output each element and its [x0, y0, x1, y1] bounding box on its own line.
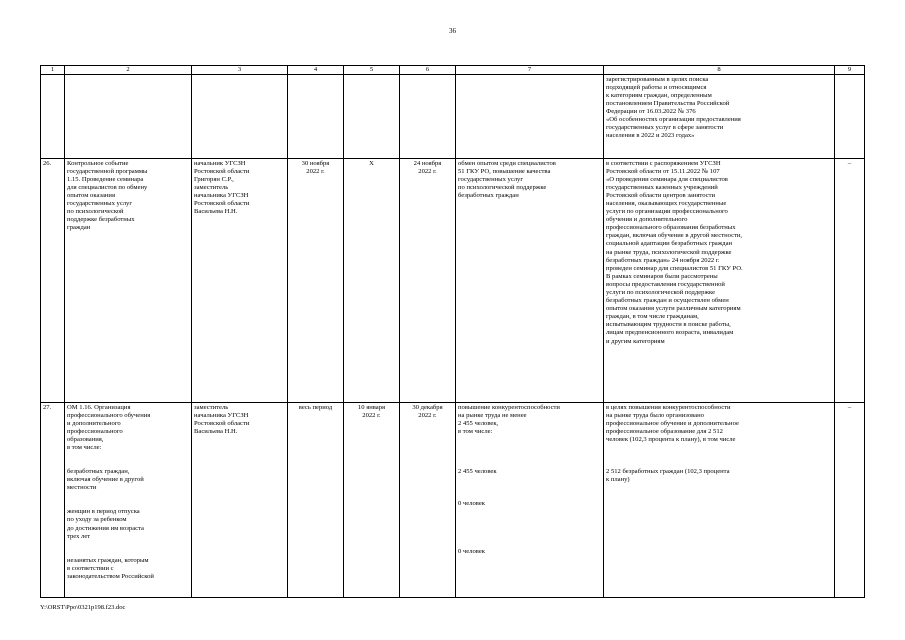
text-line: Федерации от 16.03.2022 № 376 — [606, 107, 696, 115]
event-cell — [65, 159, 192, 403]
start-date-cell: Х — [344, 159, 400, 403]
text-line: 51 ГКУ РО, повышение качества — [458, 167, 551, 175]
column-number: 4 — [288, 66, 344, 75]
text-line: ОМ 1.16. Организация — [67, 403, 131, 411]
text-line: профессиональное обучение и дополнительное — [606, 419, 739, 427]
text-line: государственных казенных учреждений — [606, 183, 718, 191]
column-number: 7 — [456, 66, 604, 75]
text-line: безработных граждан, — [67, 468, 130, 476]
text-line: Ростовской области — [194, 167, 250, 175]
text-line: государственных услуг в сфере занятости — [606, 124, 724, 132]
text-line: безработных граждан и осуществлен обмен — [606, 297, 729, 305]
text-line: Ростовской области — [194, 419, 250, 427]
text-line: повышение конкурентоспособности — [458, 403, 560, 411]
text-line: 2022 г. — [362, 411, 381, 419]
column-number: 3 — [192, 66, 288, 75]
text-line: государственных услуг — [458, 175, 524, 183]
text-line: профессионального — [67, 427, 123, 435]
text-line: Васильева Н.Н. — [194, 427, 238, 435]
text-line: в целях повышения конкурентоспособности — [606, 403, 731, 411]
text-line: 10 января — [357, 403, 386, 411]
text-line: трех лет — [67, 532, 91, 540]
text-line: 30 декабря — [412, 403, 443, 411]
text-line: 2 455 человек, — [458, 419, 499, 427]
text-line: по уходу за ребенком — [67, 516, 127, 524]
text-line: постановлением Правительства Российской — [606, 99, 730, 107]
text-line: граждан, в том числе гражданам, — [606, 313, 699, 321]
text-line: начальника УГСЗН — [194, 191, 249, 199]
actual-date-cell — [400, 403, 456, 598]
text-line: в соответствии с распоряжением УГСЗН — [606, 159, 721, 167]
text-line: Ростовской области центров занятости — [606, 191, 716, 199]
actual-result-cell — [604, 403, 835, 598]
text-line: и другим категориям — [606, 337, 665, 345]
text-line: государственной программы — [67, 167, 148, 175]
text-line: для специалистов по обмену — [67, 183, 148, 191]
text-line: включая обучение в другой — [67, 476, 144, 484]
expected-result-cell — [456, 159, 604, 403]
text-line: услуги по психологической поддержке — [606, 289, 715, 296]
report-table — [40, 65, 865, 598]
text-line: безработных граждан» 24 ноября 2022 г. — [606, 256, 720, 264]
start-date-cell — [344, 403, 400, 598]
text-line: 2022 г. — [418, 167, 437, 175]
table-row-27 — [41, 403, 865, 598]
text-line: обучения и дополнительного — [606, 216, 688, 224]
text-line: до достижения им возраста — [67, 524, 144, 532]
text-line: безработных граждан — [458, 191, 519, 199]
text-line: 1.15. Проведение семинара — [67, 175, 144, 183]
responsible-cell — [192, 159, 288, 403]
text-line: 2022 г. — [418, 411, 437, 419]
text-line: опытом оказания услуги различным категориям — [606, 305, 741, 313]
text-line: 0 человек — [458, 548, 485, 556]
text-line: Васильева Н.Н. — [194, 208, 238, 216]
column-number: 1 — [41, 66, 65, 75]
column-number: 2 — [65, 66, 192, 75]
text-line: подходящей работы и относящимся — [606, 83, 707, 91]
text-line: 24 ноября — [413, 159, 442, 167]
text-line: 2022 г. — [306, 167, 325, 175]
column-number: 9 — [835, 66, 865, 75]
text-line: в том числе: — [67, 443, 102, 451]
text-line: начальник УГСЗН — [194, 159, 246, 167]
footer-file-path: Y:\ORST\Ppo\0321p198.f23.doc — [40, 604, 126, 611]
text-line: граждан, включая обучение в другой местности, — [606, 232, 743, 240]
text-line: 0 человек — [458, 499, 485, 507]
text-line: социальной адаптации безработных граждан — [606, 240, 733, 248]
text-line: Григорян С.Р., — [194, 175, 234, 183]
text-line: лицам предпенсионного возраста, инвалидам — [606, 329, 734, 337]
text-line: профессиональное образование для 2 512 — [606, 427, 723, 435]
text-line: на рынке труда, психологической поддержке — [606, 248, 732, 256]
text-line: опытом оказания — [67, 191, 115, 199]
text-line: заместитель — [194, 403, 229, 411]
expected-result-cell — [456, 403, 604, 598]
text-line: граждан — [67, 224, 91, 232]
row-number: 27. — [41, 403, 65, 598]
text-line: образования, — [67, 435, 104, 443]
text-line: 2 455 человек — [458, 467, 497, 475]
text-line: «Об особенностях организации предоставления — [606, 115, 741, 123]
text-line: населения, оказывающих государственные — [606, 199, 727, 207]
column-number: 6 — [400, 66, 456, 75]
table-row-continuation — [41, 75, 865, 159]
table-row-26 — [41, 159, 865, 403]
column-number: 5 — [344, 66, 400, 75]
text-line: в том числе: — [458, 427, 493, 435]
column-number: 8 — [604, 66, 835, 75]
text-line: и дополнительного — [67, 419, 121, 427]
actual-date-cell — [400, 159, 456, 403]
text-line: «О проведении семинара для специалистов — [606, 175, 728, 183]
text-line: населения в 2022 и 2023 годах» — [606, 132, 695, 140]
text-line: Ростовской области — [194, 199, 250, 207]
text-line: незанятых граждан, которым — [67, 556, 149, 564]
row-number: 26. — [41, 159, 65, 403]
text-line: поддержке безработных — [67, 216, 135, 224]
text-line: заместитель — [194, 183, 229, 191]
text-line: вопросы предоставления государственной — [606, 280, 725, 288]
text-line: к категориям граждан, определенным — [606, 91, 712, 99]
text-line: услуги по организации профессионального — [606, 208, 728, 216]
text-line: по психологической — [67, 208, 124, 216]
text-line: законодательством Российской — [67, 572, 154, 580]
event-cell — [65, 403, 192, 598]
text-line: человек (102,3 процента к плану), в том числе — [606, 435, 736, 443]
text-line: на рынке труда было организовано — [606, 411, 704, 419]
column-number-row — [41, 66, 865, 75]
note-cell: – — [835, 403, 865, 598]
text-line: В рамках семинаров были рассмотрены — [606, 272, 718, 280]
text-line: на рынке труда не менее — [458, 411, 527, 419]
actual-result-cell — [604, 159, 835, 403]
page-number: 36 — [449, 27, 456, 35]
text-line: профессионального обучения — [67, 411, 151, 419]
result-cell — [604, 75, 835, 159]
text-line: зарегистрированным в целях поиска — [606, 75, 709, 83]
planned-date-cell: весь период — [288, 403, 344, 598]
text-line: в соответствии с — [67, 564, 114, 572]
text-line: Ростовской области от 15.11.2022 № 107 — [606, 167, 720, 175]
text-line: 30 ноября — [301, 159, 330, 167]
note-cell: – — [835, 159, 865, 403]
text-line: по психологической поддержке — [458, 183, 547, 191]
text-line: к плану) — [606, 476, 630, 484]
text-line: местности — [67, 484, 97, 492]
text-line: женщин в период отпуска — [67, 508, 140, 516]
text-line: начальника УГСЗН — [194, 411, 249, 419]
text-line: Контрольное событие — [67, 159, 129, 167]
text-line: проведен семинар для специалистов 51 ГКУ РО. — [606, 264, 743, 272]
text-line: государственных услуг — [67, 199, 133, 207]
text-line: испытывающим трудности в поиске работы, — [606, 321, 731, 329]
text-line: обмен опытом среди специалистов — [458, 159, 556, 167]
text-line: 2 512 безработных граждан (102,3 процента — [606, 467, 730, 475]
responsible-cell — [192, 403, 288, 598]
text-line: профессионального образования безработных — [606, 224, 736, 232]
planned-date-cell — [288, 159, 344, 403]
